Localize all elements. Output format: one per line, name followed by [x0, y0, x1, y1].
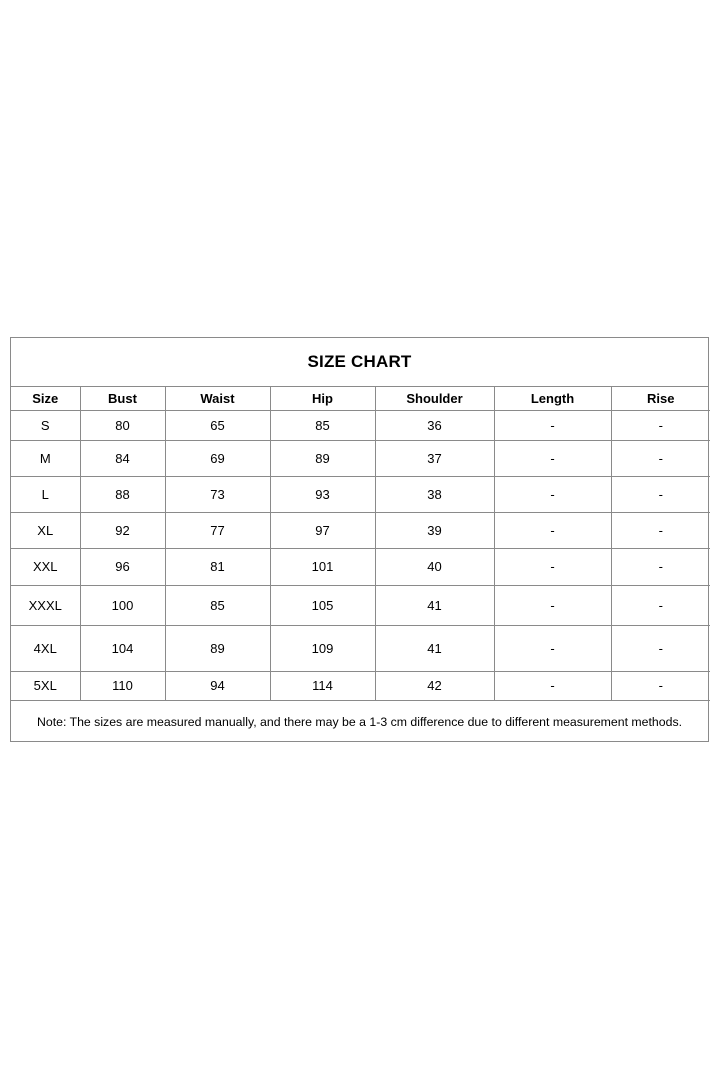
cell-waist: 77	[165, 512, 270, 548]
cell-rise: -	[611, 625, 710, 671]
cell-shoulder: 42	[375, 671, 494, 700]
cell-length: -	[494, 585, 611, 625]
chart-title: SIZE CHART	[11, 338, 708, 387]
cell-length: -	[494, 548, 611, 585]
cell-size: L	[11, 476, 80, 512]
table-row	[11, 671, 710, 700]
cell-waist: 65	[165, 410, 270, 440]
cell-bust: 96	[80, 548, 165, 585]
cell-bust: 88	[80, 476, 165, 512]
cell-waist: 94	[165, 671, 270, 700]
cell-bust: 104	[80, 625, 165, 671]
table-row	[11, 440, 710, 476]
cell-hip: 89	[270, 440, 375, 476]
cell-hip: 93	[270, 476, 375, 512]
measurement-note: Note: The sizes are measured manually, and there may be a 1-3 cm difference due to different measurement methods.	[36, 714, 683, 729]
cell-shoulder: 41	[375, 585, 494, 625]
cell-size: XXL	[11, 548, 80, 585]
cell-hip: 114	[270, 671, 375, 700]
cell-waist: 89	[165, 625, 270, 671]
header-size: Size	[11, 387, 80, 410]
table-row	[11, 512, 710, 548]
header-shoulder: Shoulder	[375, 387, 494, 410]
cell-shoulder: 38	[375, 476, 494, 512]
cell-hip: 109	[270, 625, 375, 671]
cell-bust: 92	[80, 512, 165, 548]
header-hip: Hip	[270, 387, 375, 410]
header-row	[11, 387, 710, 410]
cell-hip: 85	[270, 410, 375, 440]
table-row	[11, 548, 710, 585]
cell-size: XXXL	[11, 585, 80, 625]
cell-rise: -	[611, 585, 710, 625]
table-row	[11, 625, 710, 671]
cell-shoulder: 36	[375, 410, 494, 440]
cell-size: M	[11, 440, 80, 476]
cell-bust: 80	[80, 410, 165, 440]
header-waist: Waist	[165, 387, 270, 410]
cell-rise: -	[611, 410, 710, 440]
cell-length: -	[494, 476, 611, 512]
cell-rise: -	[611, 512, 710, 548]
cell-rise: -	[611, 548, 710, 585]
cell-length: -	[494, 671, 611, 700]
table-row	[11, 585, 710, 625]
cell-waist: 69	[165, 440, 270, 476]
cell-rise: -	[611, 476, 710, 512]
cell-shoulder: 37	[375, 440, 494, 476]
cell-rise: -	[611, 440, 710, 476]
cell-waist: 81	[165, 548, 270, 585]
table-row	[11, 410, 710, 440]
cell-bust: 100	[80, 585, 165, 625]
cell-size: XL	[11, 512, 80, 548]
header-rise: Rise	[611, 387, 710, 410]
header-length: Length	[494, 387, 611, 410]
cell-length: -	[494, 512, 611, 548]
cell-shoulder: 41	[375, 625, 494, 671]
cell-hip: 97	[270, 512, 375, 548]
header-bust: Bust	[80, 387, 165, 410]
cell-length: -	[494, 625, 611, 671]
cell-hip: 101	[270, 548, 375, 585]
cell-size: 4XL	[11, 625, 80, 671]
cell-bust: 110	[80, 671, 165, 700]
cell-waist: 85	[165, 585, 270, 625]
cell-shoulder: 39	[375, 512, 494, 548]
size-chart	[10, 337, 709, 742]
cell-size: 5XL	[11, 671, 80, 700]
table-row	[11, 476, 710, 512]
cell-rise: -	[611, 671, 710, 700]
cell-hip: 105	[270, 585, 375, 625]
cell-waist: 73	[165, 476, 270, 512]
cell-bust: 84	[80, 440, 165, 476]
cell-length: -	[494, 440, 611, 476]
cell-length: -	[494, 410, 611, 440]
cell-size: S	[11, 410, 80, 440]
size-table	[11, 387, 710, 701]
cell-shoulder: 40	[375, 548, 494, 585]
